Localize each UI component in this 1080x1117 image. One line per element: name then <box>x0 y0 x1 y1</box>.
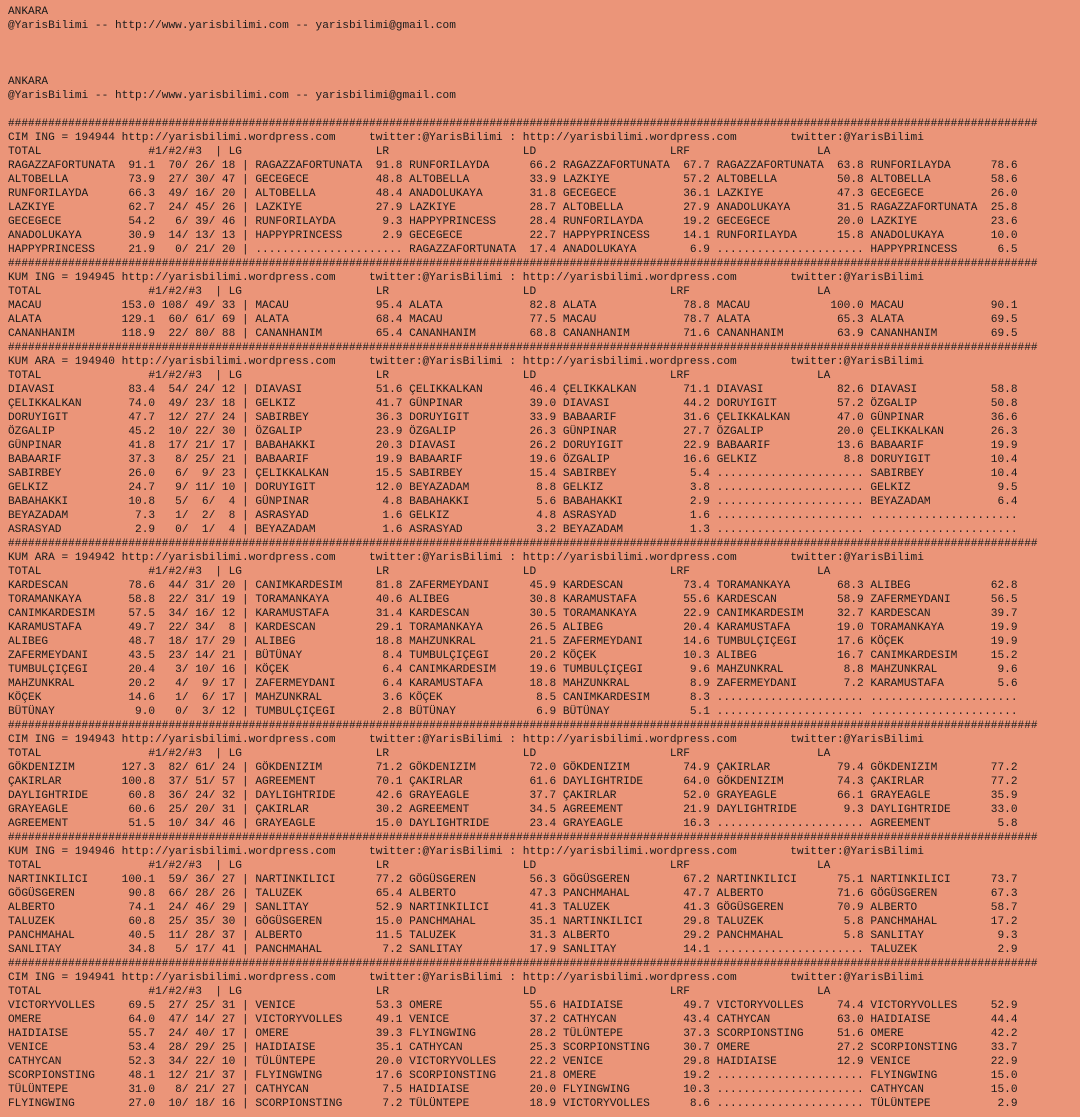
blank-line <box>8 61 1038 75</box>
horse-row: BABAARIF 37.3 8/ 25/ 21 | BABAARIF 19.9 BABAARIF 19.6 ÖZGALIP 16.6 GELKIZ 8.8 DORUYIGIT 10.4 <box>8 454 1018 466</box>
horse-row: ÖZGALIP 45.2 10/ 22/ 30 | ÖZGALIP 23.9 ÖZGALIP 26.3 GÜNPINAR 27.7 ÖZGALIP 20.0 ÇELIKKALKAN 26.3 <box>8 426 1018 438</box>
horse-row: KÖÇEK 14.6 1/ 6/ 17 | MAHZUNKRAL 3.6 KÖÇEK 8.5 CANIMKARDESIM 8.3 ...................... ...................... <box>8 692 1018 704</box>
horse-row: DAYLIGHTRIDE 60.8 36/ 24/ 32 | DAYLIGHTRIDE 42.6 GRAYEAGLE 37.7 ÇAKIRLAR 52.0 GRAYEAGLE 66.1 GRAYEAGLE 35.9 <box>8 790 1018 802</box>
horse-row: BEYAZADAM 7.3 1/ 2/ 8 | ASRASYAD 1.6 GELKIZ 4.8 ASRASYAD 1.6 ...................... ...................... <box>8 510 1018 522</box>
horse-row: ANADOLUKAYA 30.9 14/ 13/ 13 | HAPPYPRINCESS 2.9 GECEGECE 22.7 HAPPYPRINCESS 14.1 RUNFORILAYDA 15.8 ANADOLUKAYA 10.0 <box>8 230 1018 242</box>
horse-row: BÜTÜNAY 9.0 0/ 3/ 12 | TUMBULÇIÇEGI 2.8 BÜTÜNAY 6.9 BÜTÜNAY 5.1 ...................... ...................... <box>8 706 1018 718</box>
horse-row: SANLITAY 34.8 5/ 17/ 41 | PANCHMAHAL 7.2 SANLITAY 17.9 SANLITAY 14.1 ...................... TALUZEK 2.9 <box>8 944 1018 956</box>
horse-row: ZAFERMEYDANI 43.5 23/ 14/ 21 | BÜTÜNAY 8.4 TUMBULÇIÇEGI 20.2 KÖÇEK 10.3 ALIBEG 16.7 CANIMKARDESIM 15.2 <box>8 650 1018 662</box>
horse-row: NARTINKILICI 100.1 59/ 36/ 27 | NARTINKILICI 77.2 GÖGÜSGEREN 56.3 GÖGÜSGEREN 67.2 NARTINKILICI 75.1 NARTINKILICI 73.7 <box>8 874 1018 886</box>
city-title: ANKARA <box>8 76 49 88</box>
horse-row: BABAHAKKI 10.8 5/ 6/ 4 | GÜNPINAR 4.8 BABAHAKKI 5.6 BABAHAKKI 2.9 ...................... BEYAZADAM 6.4 <box>8 496 1018 508</box>
horse-row: TÜLÜNTEPE 31.0 8/ 21/ 27 | CATHYCAN 7.5 HAIDIAISE 20.0 FLYINGWING 10.3 ...................... CATHYCAN 15.0 <box>8 1084 1018 1096</box>
horse-row: VICTORYVOLLES 69.5 27/ 25/ 31 | VENICE 53.3 OMERE 55.6 HAIDIAISE 49.7 VICTORYVOLLES 74.4 VICTORYVOLLES 52.9 <box>8 1000 1018 1012</box>
horse-row: GRAYEAGLE 60.6 25/ 20/ 31 | ÇAKIRLAR 30.2 AGREEMENT 34.5 AGREEMENT 21.9 DAYLIGHTRIDE 9.3 DAYLIGHTRIDE 33.0 <box>8 804 1018 816</box>
contact-line: @YarisBilimi -- http://www.yarisbilimi.com -- yarisbilimi@gmail.com <box>8 90 456 102</box>
horse-row: CANIMKARDESIM 57.5 34/ 16/ 12 | KARAMUSTAFA 31.4 KARDESCAN 30.5 TORAMANKAYA 22.9 CANIMKARDESIM 32.7 KARDESCAN 39.7 <box>8 608 1018 620</box>
separator-line: ########################################################################################################################################################## <box>8 258 1038 270</box>
horse-row: OMERE 64.0 47/ 14/ 27 | VICTORYVOLLES 49.1 VENICE 37.2 CATHYCAN 43.4 CATHYCAN 63.0 HAIDIAISE 44.4 <box>8 1014 1018 1026</box>
horse-row: ÇELIKKALKAN 74.0 49/ 23/ 18 | GELKIZ 41.7 GÜNPINAR 39.0 DIAVASI 44.2 DORUYIGIT 57.2 ÖZGALIP 50.8 <box>8 398 1018 410</box>
horse-row: GECEGECE 54.2 6/ 39/ 46 | RUNFORILAYDA 9.3 HAPPYPRINCESS 28.4 RUNFORILAYDA 19.2 GECEGECE 20.0 LAZKIYE 23.6 <box>8 216 1018 228</box>
city-title: ANKARA <box>8 6 49 18</box>
horse-row: VENICE 53.4 28/ 29/ 25 | HAIDIAISE 35.1 CATHYCAN 25.3 SCORPIONSTING 30.7 OMERE 27.2 SCORPIONSTING 33.7 <box>8 1042 1018 1054</box>
race-header-line: CIM ING = 194943 http://yarisbilimi.wordpress.com twitter:@YarisBilimi : http://yarisbilimi.wordpress.com twitter:@YarisBilimi <box>8 734 924 746</box>
horse-row: DIAVASI 83.4 54/ 24/ 12 | DIAVASI 51.6 ÇELIKKALKAN 46.4 ÇELIKKALKAN 71.1 DIAVASI 82.6 DIAVASI 58.8 <box>8 384 1018 396</box>
horse-row: HAPPYPRINCESS 21.9 0/ 21/ 20 | ...................... RAGAZZAFORTUNATA 17.4 ANADOLUKAYA 6.9 ...................... HAPPYPRINCESS 6.5 <box>8 244 1018 256</box>
horse-row: MAHZUNKRAL 20.2 4/ 9/ 17 | ZAFERMEYDANI 6.4 KARAMUSTAFA 18.8 MAHZUNKRAL 8.9 ZAFERMEYDANI 7.2 KARAMUSTAFA 5.6 <box>8 678 1018 690</box>
race-header-line: KUM ING = 194945 http://yarisbilimi.wordpress.com twitter:@YarisBilimi : http://yarisbilimi.wordpress.com twitter:@YarisBilimi <box>8 272 924 284</box>
horse-row: PANCHMAHAL 40.5 11/ 28/ 37 | ALBERTO 11.5 TALUZEK 31.3 ALBERTO 29.2 PANCHMAHAL 5.8 SANLITAY 9.3 <box>8 930 1018 942</box>
horse-row: KARDESCAN 78.6 44/ 31/ 20 | CANIMKARDESIM 81.8 ZAFERMEYDANI 45.9 KARDESCAN 73.4 TORAMANKAYA 68.3 ALIBEG 62.8 <box>8 580 1018 592</box>
horse-row: TALUZEK 60.8 25/ 35/ 30 | GÖGÜSGEREN 15.0 PANCHMAHAL 35.1 NARTINKILICI 29.8 TALUZEK 5.8 PANCHMAHAL 17.2 <box>8 916 1018 928</box>
blank-line <box>8 103 1038 117</box>
separator-line: ########################################################################################################################################################## <box>8 342 1038 354</box>
separator-line: ########################################################################################################################################################## <box>8 832 1038 844</box>
horse-row: HAIDIAISE 55.7 24/ 40/ 17 | OMERE 39.3 FLYINGWING 28.2 TÜLÜNTEPE 37.3 SCORPIONSTING 51.6 OMERE 42.2 <box>8 1028 1018 1040</box>
horse-row: ASRASYAD 2.9 0/ 1/ 4 | BEYAZADAM 1.6 ASRASYAD 3.2 BEYAZADAM 1.3 ...................... ...................... <box>8 524 1018 536</box>
column-header-line: TOTAL #1/#2/#3 | LG LR LD LRF LA <box>8 146 831 158</box>
separator-line: ########################################################################################################################################################## <box>8 118 1038 130</box>
blank-line <box>8 33 1038 47</box>
horse-row: TORAMANKAYA 58.8 22/ 31/ 19 | TORAMANKAYA 40.6 ALIBEG 30.8 KARAMUSTAFA 55.6 KARDESCAN 58.9 ZAFERMEYDANI 56.5 <box>8 594 1018 606</box>
text-document <box>8 5 1038 1111</box>
horse-row: GÖGÜSGEREN 90.8 66/ 28/ 26 | TALUZEK 65.4 ALBERTO 47.3 PANCHMAHAL 47.7 ALBERTO 71.6 GÖGÜSGEREN 67.3 <box>8 888 1018 900</box>
horse-row: RUNFORILAYDA 66.3 49/ 16/ 20 | ALTOBELLA 48.4 ANADOLUKAYA 31.8 GECEGECE 36.1 LAZKIYE 47.3 GECEGECE 26.0 <box>8 188 1018 200</box>
column-header-line: TOTAL #1/#2/#3 | LG LR LD LRF LA <box>8 748 831 760</box>
column-header-line: TOTAL #1/#2/#3 | LG LR LD LRF LA <box>8 370 831 382</box>
contact-line: @YarisBilimi -- http://www.yarisbilimi.com -- yarisbilimi@gmail.com <box>8 20 456 32</box>
horse-row: KARAMUSTAFA 49.7 22/ 34/ 8 | KARDESCAN 29.1 TORAMANKAYA 26.5 ALIBEG 20.4 KARAMUSTAFA 19.0 TORAMANKAYA 19.9 <box>8 622 1018 634</box>
horse-row: LAZKIYE 62.7 24/ 45/ 26 | LAZKIYE 27.9 LAZKIYE 28.7 ALTOBELLA 27.9 ANADOLUKAYA 31.5 RAGAZZAFORTUNATA 25.8 <box>8 202 1018 214</box>
race-header-line: KUM ARA = 194942 http://yarisbilimi.wordpress.com twitter:@YarisBilimi : http://yarisbilimi.wordpress.com twitter:@YarisBilimi <box>8 552 924 564</box>
horse-row: CATHYCAN 52.3 34/ 22/ 10 | TÜLÜNTEPE 20.0 VICTORYVOLLES 22.2 VENICE 29.8 HAIDIAISE 12.9 VENICE 22.9 <box>8 1056 1018 1068</box>
horse-row: DORUYIGIT 47.7 12/ 27/ 24 | SABIRBEY 36.3 DORUYIGIT 33.9 BABAARIF 31.6 ÇELIKKALKAN 47.0 GÜNPINAR 36.6 <box>8 412 1018 424</box>
column-header-line: TOTAL #1/#2/#3 | LG LR LD LRF LA <box>8 286 831 298</box>
horse-row: GELKIZ 24.7 9/ 11/ 10 | DORUYIGIT 12.0 BEYAZADAM 8.8 GELKIZ 3.8 ...................... GELKIZ 9.5 <box>8 482 1018 494</box>
horse-row: AGREEMENT 51.5 10/ 34/ 46 | GRAYEAGLE 15.0 DAYLIGHTRIDE 23.4 GRAYEAGLE 16.3 ...................... AGREEMENT 5.8 <box>8 818 1018 830</box>
separator-line: ########################################################################################################################################################## <box>8 720 1038 732</box>
separator-line: ########################################################################################################################################################## <box>8 958 1038 970</box>
horse-row: ALIBEG 48.7 18/ 17/ 29 | ALIBEG 18.8 MAHZUNKRAL 21.5 ZAFERMEYDANI 14.6 TUMBULÇIÇEGI 17.6 KÖÇEK 19.9 <box>8 636 1018 648</box>
horse-row: SCORPIONSTING 48.1 12/ 21/ 37 | FLYINGWING 17.6 SCORPIONSTING 21.8 OMERE 19.2 ...................... FLYINGWING 15.0 <box>8 1070 1018 1082</box>
horse-row: ALBERTO 74.1 24/ 46/ 29 | SANLITAY 52.9 NARTINKILICI 41.3 TALUZEK 41.3 GÖGÜSGEREN 70.9 ALBERTO 58.7 <box>8 902 1018 914</box>
race-header-line: CIM ING = 194944 http://yarisbilimi.wordpress.com twitter:@YarisBilimi : http://yarisbilimi.wordpress.com twitter:@YarisBilimi <box>8 132 924 144</box>
race-header-line: KUM ING = 194946 http://yarisbilimi.wordpress.com twitter:@YarisBilimi : http://yarisbilimi.wordpress.com twitter:@YarisBilimi <box>8 846 924 858</box>
horse-row: RAGAZZAFORTUNATA 91.1 70/ 26/ 18 | RAGAZZAFORTUNATA 91.8 RUNFORILAYDA 66.2 RAGAZZAFORTUNATA 67.7 RAGAZZAFORTUNATA 63.8 RUNFORILAYDA 78.6 <box>8 160 1018 172</box>
horse-row: MACAU 153.0 108/ 49/ 33 | MACAU 95.4 ALATA 82.8 ALATA 78.8 MACAU 100.0 MACAU 90.1 <box>8 300 1018 312</box>
column-header-line: TOTAL #1/#2/#3 | LG LR LD LRF LA <box>8 860 831 872</box>
horse-row: SABIRBEY 26.0 6/ 9/ 23 | ÇELIKKALKAN 15.5 SABIRBEY 15.4 SABIRBEY 5.4 ...................... SABIRBEY 10.4 <box>8 468 1018 480</box>
column-header-line: TOTAL #1/#2/#3 | LG LR LD LRF LA <box>8 986 831 998</box>
horse-row: ÇAKIRLAR 100.8 37/ 51/ 57 | AGREEMENT 70.1 ÇAKIRLAR 61.6 DAYLIGHTRIDE 64.0 GÖKDENIZIM 74.3 ÇAKIRLAR 77.2 <box>8 776 1018 788</box>
column-header-line: TOTAL #1/#2/#3 | LG LR LD LRF LA <box>8 566 831 578</box>
blank-line <box>8 47 1038 61</box>
horse-row: ALTOBELLA 73.9 27/ 30/ 47 | GECEGECE 48.8 ALTOBELLA 33.9 LAZKIYE 57.2 ALTOBELLA 50.8 ALTOBELLA 58.6 <box>8 174 1018 186</box>
separator-line: ########################################################################################################################################################## <box>8 538 1038 550</box>
horse-row: GÜNPINAR 41.8 17/ 21/ 17 | BABAHAKKI 20.3 DIAVASI 26.2 DORUYIGIT 22.9 BABAARIF 13.6 BABAARIF 19.9 <box>8 440 1018 452</box>
horse-row: FLYINGWING 27.0 10/ 18/ 16 | SCORPIONSTING 7.2 TÜLÜNTEPE 18.9 VICTORYVOLLES 8.6 ...................... TÜLÜNTEPE 2.9 <box>8 1098 1018 1110</box>
horse-row: CANANHANIM 118.9 22/ 80/ 88 | CANANHANIM 65.4 CANANHANIM 68.8 CANANHANIM 71.6 CANANHANIM 63.9 CANANHANIM 69.5 <box>8 328 1018 340</box>
race-header-line: CIM ING = 194941 http://yarisbilimi.wordpress.com twitter:@YarisBilimi : http://yarisbilimi.wordpress.com twitter:@YarisBilimi <box>8 972 924 984</box>
race-header-line: KUM ARA = 194940 http://yarisbilimi.wordpress.com twitter:@YarisBilimi : http://yarisbilimi.wordpress.com twitter:@YarisBilimi <box>8 356 924 368</box>
horse-row: TUMBULÇIÇEGI 20.4 3/ 10/ 16 | KÖÇEK 6.4 CANIMKARDESIM 19.6 TUMBULÇIÇEGI 9.6 MAHZUNKRAL 8.8 MAHZUNKRAL 9.6 <box>8 664 1018 676</box>
horse-row: ALATA 129.1 60/ 61/ 69 | ALATA 68.4 MACAU 77.5 MACAU 78.7 ALATA 65.3 ALATA 69.5 <box>8 314 1018 326</box>
horse-row: GÖKDENIZIM 127.3 82/ 61/ 24 | GÖKDENIZIM 71.2 GÖKDENIZIM 72.0 GÖKDENIZIM 74.9 ÇAKIRLAR 79.4 GÖKDENIZIM 77.2 <box>8 762 1018 774</box>
